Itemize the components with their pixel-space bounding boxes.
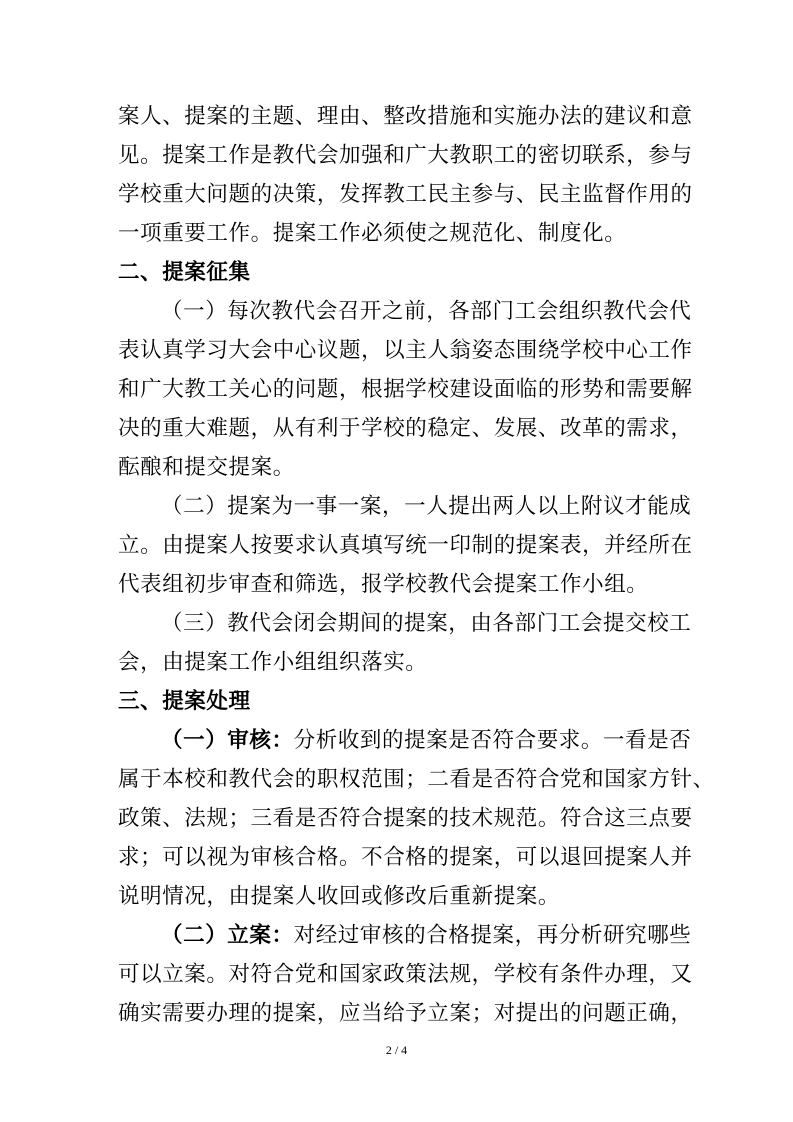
subsection-label: （二）立案： [161,923,294,948]
body-text-line: 一项重要工作。提案工作必须使之规范化、制度化。 [118,221,627,246]
body-text-line: （一）每次教代会召开之前，各部门工会组织教代会代 [161,299,692,324]
page-number: 2 / 4 [385,1043,408,1057]
body-text-line: 和广大教工关心的问题，根据学校建设面临的形势和需要解 [118,377,693,402]
body-text-line [161,726,741,756]
body-text-line [161,921,741,951]
body-text-line: 学校重大问题的决策，发挥教工民主参与、民主监督作用的 [118,182,693,207]
body-text-span: 对经过审核的合格提案，再分析研究哪些 [293,923,692,948]
body-text-line: （二）提案为一事一案，一人提出两人以上附议才能成 [161,494,692,519]
body-text-line: 会，由提案工作小组组织落实。 [118,650,428,675]
body-text-line: 见。提案工作是教代会加强和广大教职工的密切联系，参与 [118,143,693,168]
body-text-line: 酝酿和提交提案。 [118,455,295,480]
body-text-line: 求；可以视为审核合格。不合格的提案，可以退回提案人并 [118,845,693,870]
body-text-line: 决的重大难题，从有利于学校的稳定、发展、改革的需求， [118,416,693,441]
body-text-line: 可以立案。对符合党和国家政策法规，学校有条件办理，又 [118,962,693,987]
body-text-line: 政策、法规；三看是否符合提案的技术规范。符合这三点要 [118,806,693,831]
body-text-span: 分析收到的提案是否符合要求。一看是否 [293,728,692,753]
body-text-line: 代表组初步审查和筛选，报学校教代会提案工作小组。 [118,572,649,597]
body-text-line: 表认真学习大会中心议题，以主人翁姿态围绕学校中心工作 [118,338,693,363]
body-text-line: 立。由提案人按要求认真填写统一印制的提案表，并经所在 [118,533,693,558]
subsection-label: （一）审核： [161,728,294,753]
body-text-line: 属于本校和教代会的职权范围；二看是否符合党和国家方针、 [118,767,715,792]
section-heading: 三、提案处理 [118,689,251,714]
section-heading: 二、提案征集 [118,260,251,285]
body-text-line: （三）教代会闭会期间的提案，由各部门工会提交校工 [161,611,692,636]
body-text-line: 案人、提案的主题、理由、整改措施和实施办法的建议和意 [118,104,693,129]
body-text-line: 说明情况，由提案人收回或修改后重新提案。 [118,884,561,909]
body-text-line: 确实需要办理的提案，应当给予立案；对提出的问题正确， [118,1001,693,1026]
